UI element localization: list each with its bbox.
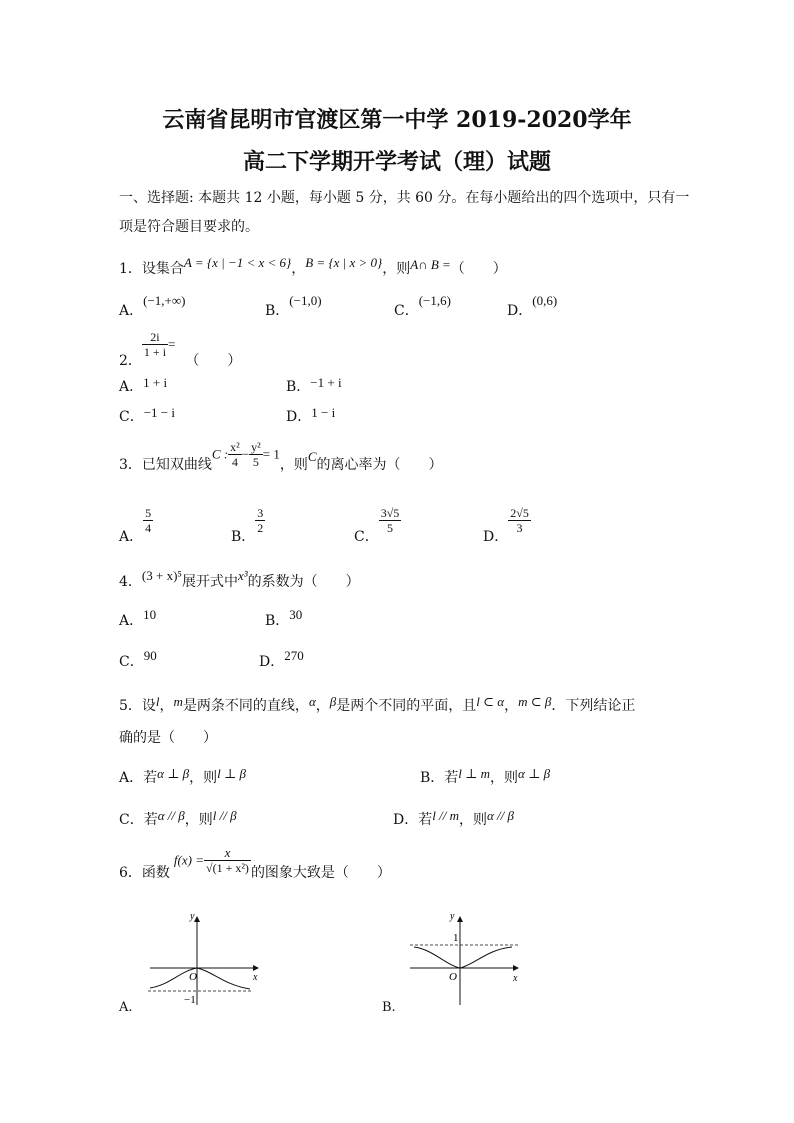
q1-set-b: B = {x | x > 0} bbox=[305, 255, 383, 270]
q5-line-2: 确的是（ ） bbox=[119, 730, 217, 746]
q4-option-a-label: A． bbox=[119, 613, 144, 629]
q4-option-a-value: 10 bbox=[143, 607, 157, 622]
q6-suffix: 的图象大致是（ ） bbox=[250, 864, 391, 881]
q3-fraction-x-num: x² bbox=[230, 440, 240, 454]
q2-option-a bbox=[119, 376, 167, 396]
q2-option-b bbox=[286, 376, 342, 396]
q5-option-a-cond: α ⊥ β bbox=[157, 766, 190, 781]
q5-option-b-then: ，则 bbox=[490, 770, 519, 786]
q3-option-a-num: 5 bbox=[145, 506, 152, 520]
q6-graph-b-mark: 1 bbox=[453, 932, 459, 944]
q3-fraction-x bbox=[228, 440, 242, 469]
q3-fraction-x-den: 4 bbox=[231, 455, 238, 469]
q5-l: l bbox=[155, 694, 160, 709]
q5-alpha: α bbox=[308, 694, 316, 709]
q4-mid: 展开式中 bbox=[181, 574, 238, 590]
q6-graph-a-label: A. bbox=[119, 1000, 133, 1015]
q4-option-c bbox=[119, 648, 157, 671]
q1-expr: A∩ B = bbox=[410, 257, 451, 272]
title-line-1: 云南省昆明市官渡区第一中学 2019-2020学年 bbox=[162, 107, 632, 133]
q3-option-d-num: 2√5 bbox=[510, 506, 529, 520]
q4-expr: (3 + x)⁵ bbox=[141, 568, 182, 583]
q5-text-7: ．下列结论正 bbox=[551, 698, 636, 714]
q2-eq: = bbox=[168, 336, 176, 352]
q3-option-c-den: 5 bbox=[387, 521, 394, 535]
q1-option-a bbox=[119, 293, 186, 320]
q1-option-c-value: (−1,6) bbox=[418, 293, 451, 308]
q2-fraction bbox=[142, 330, 168, 359]
q3-option-b-den: 2 bbox=[257, 521, 264, 535]
q5-option-a-result: l ⊥ β bbox=[217, 766, 246, 781]
question-5 bbox=[119, 695, 635, 715]
q4-term: x³ bbox=[237, 568, 248, 583]
q5-option-c bbox=[119, 809, 237, 829]
q3-option-c bbox=[354, 506, 401, 545]
q1-option-b-label: B． bbox=[265, 303, 290, 319]
q2-numerator: 2i bbox=[142, 330, 168, 345]
q3-c: C bbox=[307, 448, 317, 464]
q6-prefix: 6．函数 bbox=[119, 864, 170, 881]
q5-option-d-then: ，则 bbox=[458, 812, 487, 828]
q3-fraction-y-den: 5 bbox=[252, 455, 259, 469]
q3-mid: ，则 bbox=[279, 456, 308, 473]
q2-option-a-label: A． bbox=[119, 379, 144, 395]
q1-option-a-label: A． bbox=[119, 303, 144, 319]
q3-option-d-frac bbox=[508, 506, 531, 535]
q4-suffix: 的系数为（ ） bbox=[247, 574, 360, 590]
q2-option-c-label: C． bbox=[119, 409, 144, 425]
q4-option-d-value: 270 bbox=[284, 648, 304, 663]
q3-option-c-label: C． bbox=[354, 528, 379, 545]
q5-option-b-result: α ⊥ β bbox=[518, 766, 551, 781]
q3-option-a-frac bbox=[143, 506, 153, 535]
q3-option-b-num: 3 bbox=[257, 506, 264, 520]
section-instructions-line-2: 项是符合题目要求的。 bbox=[119, 219, 259, 235]
q1-option-c-label: C． bbox=[394, 303, 419, 319]
q2-option-d bbox=[286, 406, 335, 426]
q4-option-c-value: 90 bbox=[143, 648, 157, 663]
q5-text-4: ， bbox=[315, 698, 330, 714]
q5-beta: β bbox=[329, 694, 337, 709]
q6-numerator: x bbox=[204, 846, 251, 861]
q2-denominator: 1 + i bbox=[143, 345, 167, 359]
q3-option-a-den: 4 bbox=[145, 521, 152, 535]
q2-option-b-label: B． bbox=[286, 379, 311, 395]
q3-option-d-den: 3 bbox=[516, 521, 523, 535]
q1-option-b bbox=[265, 293, 322, 320]
q5-text-1: 5．设 bbox=[119, 698, 156, 714]
q4-option-c-label: C． bbox=[119, 654, 144, 670]
q6-graph-b-label: B. bbox=[382, 1000, 396, 1015]
q2-prefix: 2． bbox=[119, 352, 142, 369]
q5-option-d-cond: l // m bbox=[432, 808, 459, 823]
q4-option-a bbox=[119, 607, 157, 630]
q3-option-c-num: 3√5 bbox=[380, 506, 400, 520]
question-3 bbox=[119, 440, 443, 473]
q1-set-a: A = {x | −1 < x < 6} bbox=[183, 255, 292, 270]
q3-suffix: 的离心率为（ ） bbox=[316, 456, 443, 473]
title-line-2: 高二下学期开学考试（理）试题 bbox=[242, 149, 551, 175]
q1-option-a-value: (−1,+∞) bbox=[143, 293, 186, 308]
question-1 bbox=[119, 255, 507, 278]
q5-option-a-label: A．若 bbox=[119, 770, 158, 786]
q5-cond-2: m ⊂ β bbox=[518, 694, 552, 709]
q6-graph-a-y-label: y bbox=[190, 911, 195, 922]
q5-option-b bbox=[420, 767, 550, 787]
q5-m: m bbox=[173, 694, 183, 709]
question-6 bbox=[119, 845, 391, 881]
q1-prefix: 1．设集合 bbox=[119, 261, 184, 277]
q1-then: ，则 bbox=[382, 261, 411, 277]
q4-option-b-label: B． bbox=[265, 613, 290, 629]
q6-graph-a-x-label: x bbox=[253, 972, 258, 983]
q3-option-b bbox=[231, 506, 265, 545]
q2-option-b-value: −1 + i bbox=[310, 375, 342, 390]
q3-fraction-y-num: y² bbox=[251, 440, 261, 454]
q5-text-6: ， bbox=[504, 698, 519, 714]
q3-option-c-frac bbox=[379, 506, 402, 535]
q1-option-d-value: (0,6) bbox=[532, 293, 558, 308]
q5-option-c-cond: α // β bbox=[157, 808, 185, 823]
q6-graph-b-y-label: y bbox=[450, 911, 455, 922]
q5-text-3: 是两条不同的直线， bbox=[182, 698, 309, 714]
q3-eq: = 1 bbox=[262, 446, 280, 462]
q6-graph-a-mark: −1 bbox=[184, 994, 196, 1006]
q6-graph-b-curve bbox=[414, 947, 512, 968]
q1-paren: （ ） bbox=[450, 261, 507, 277]
q3-option-d bbox=[483, 506, 531, 545]
q5-option-b-label: B．若 bbox=[420, 770, 459, 786]
q2-option-c-value: −1 − i bbox=[143, 405, 175, 420]
q6-graph-b bbox=[400, 905, 540, 1015]
q5-option-c-label: C．若 bbox=[119, 812, 158, 828]
q1-option-c bbox=[394, 293, 451, 320]
q6-graph-a-curve bbox=[150, 968, 250, 989]
q3-prefix: 3．已知双曲线 bbox=[119, 456, 212, 473]
q5-option-b-cond: l ⊥ m bbox=[458, 766, 491, 781]
q3-option-b-frac bbox=[255, 506, 265, 535]
q5-option-d-result: α // β bbox=[486, 808, 514, 823]
q1-option-d-label: D． bbox=[507, 303, 533, 319]
q5-option-d-label: D．若 bbox=[393, 812, 433, 828]
q3-minus: − bbox=[241, 446, 250, 462]
q6-graph-b-origin: O bbox=[449, 971, 457, 983]
q5-option-a bbox=[119, 767, 246, 787]
q6-graph-a-origin: O bbox=[189, 971, 197, 983]
q6-fx: f(x) = bbox=[173, 852, 204, 868]
q6-graph-a bbox=[140, 905, 280, 1015]
q4-option-b-value: 30 bbox=[289, 607, 303, 622]
q3-option-b-label: B． bbox=[231, 528, 256, 545]
q2-option-a-value: 1 + i bbox=[143, 375, 168, 390]
question-4 bbox=[119, 568, 360, 591]
q4-prefix: 4． bbox=[119, 574, 142, 590]
q5-text-2: ， bbox=[159, 698, 174, 714]
q3-fraction-y bbox=[249, 440, 263, 469]
q4-option-d-label: D． bbox=[259, 654, 285, 670]
q6-fraction bbox=[204, 846, 251, 875]
q3-option-a-label: A． bbox=[119, 528, 144, 545]
q2-option-d-value: 1 − i bbox=[311, 405, 336, 420]
q6-denominator: √(1 + x²) bbox=[205, 861, 249, 875]
q3-option-a bbox=[119, 506, 153, 545]
q3-option-d-label: D． bbox=[483, 528, 509, 545]
q5-text-5: 是两个不同的平面，且 bbox=[336, 698, 477, 714]
q6-graph-b-x-label: x bbox=[513, 973, 518, 984]
q1-option-d bbox=[507, 293, 558, 320]
question-2 bbox=[119, 330, 242, 369]
q5-cond-1: l ⊂ α bbox=[476, 694, 505, 709]
q1-sep: ， bbox=[291, 261, 306, 277]
q4-option-b bbox=[265, 607, 303, 630]
q5-option-a-then: ，则 bbox=[189, 770, 218, 786]
q3-c-label: C : bbox=[211, 446, 229, 462]
section-instructions-line-1: 一、选择题: 本题共 12 小题，每小题 5 分，共 60 分。在每小题给出的四个选项中，只有一 bbox=[119, 190, 690, 206]
q4-option-d bbox=[259, 648, 304, 671]
q5-option-d bbox=[393, 809, 514, 829]
q5-option-c-then: ，则 bbox=[184, 812, 213, 828]
q1-option-b-value: (−1,0) bbox=[289, 293, 322, 308]
q2-option-c bbox=[119, 406, 175, 426]
q2-paren: （ ） bbox=[185, 352, 242, 369]
q2-option-d-label: D． bbox=[286, 409, 312, 425]
q5-option-c-result: l // β bbox=[212, 808, 237, 823]
